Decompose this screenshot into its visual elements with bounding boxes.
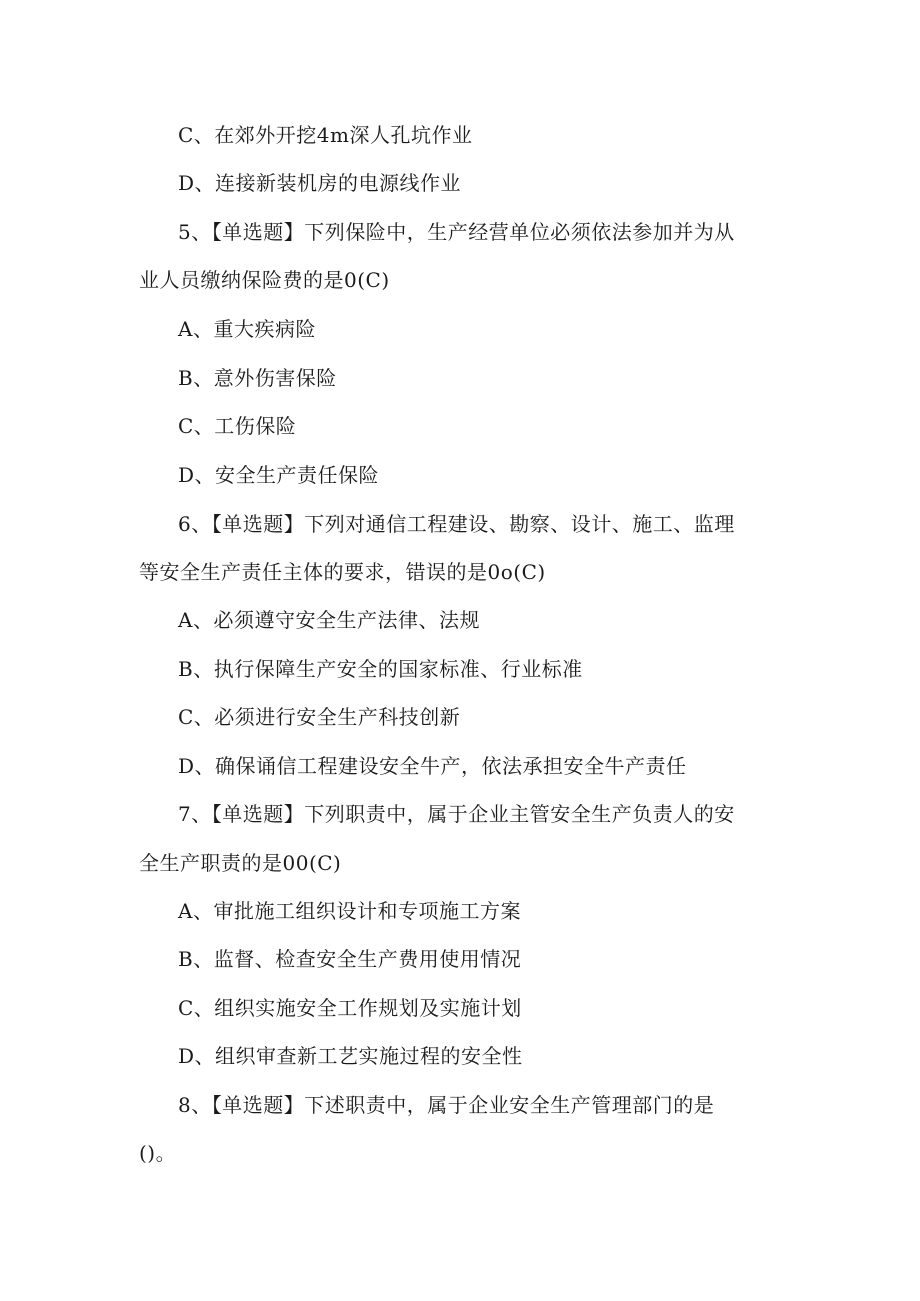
option-line: C、工伤保险 xyxy=(178,414,297,438)
option-line: A、必须遵守安全生产法律、法规 xyxy=(178,608,480,632)
question-continuation: 等安全生产责任主体的要求，错误的是0o(C) xyxy=(139,560,546,584)
question-line: 5、【单选题】下列保险中，生产经营单位必须依法参加并为从 xyxy=(178,220,735,244)
question-line: 6、【单选题】下列对通信工程建设、勘察、设计、施工、监理 xyxy=(178,512,735,536)
option-line: B、执行保障生产安全的国家标准、行业标准 xyxy=(178,657,583,681)
option-line: D、确保诵信工程建设安全牛产，依法承担安全牛产责任 xyxy=(178,754,687,778)
question-continuation: 全生产职责的是00(C) xyxy=(139,851,342,875)
question-continuation: ()。 xyxy=(139,1141,177,1165)
option-line: A、重大疾病险 xyxy=(178,317,316,341)
option-line: C、组织实施安全工作规划及实施计划 xyxy=(178,996,522,1020)
option-line: B、意外伤害保险 xyxy=(178,366,337,390)
question-line: 8、【单选题】下述职责中，属于企业安全生产管理部门的是 xyxy=(178,1093,715,1117)
option-line: B、监督、检查安全生产费用使用情况 xyxy=(178,947,522,971)
question-continuation: 业人员缴纳保险费的是0(C) xyxy=(139,268,390,292)
question-line: 7、【单选题】下列职责中，属于企业主管安全生产负责人的安 xyxy=(178,802,735,826)
option-line: C、必须进行安全生产科技创新 xyxy=(178,705,461,729)
option-line: C、在郊外开挖4m深人孔坑作业 xyxy=(178,123,473,147)
option-line: A、审批施工组织设计和专项施工方案 xyxy=(178,899,521,923)
option-line: D、组织审查新工艺实施过程的安全性 xyxy=(178,1044,523,1068)
option-line: D、安全生产责任保险 xyxy=(178,463,380,487)
option-line: D、连接新装机房的电源线作业 xyxy=(178,171,462,195)
